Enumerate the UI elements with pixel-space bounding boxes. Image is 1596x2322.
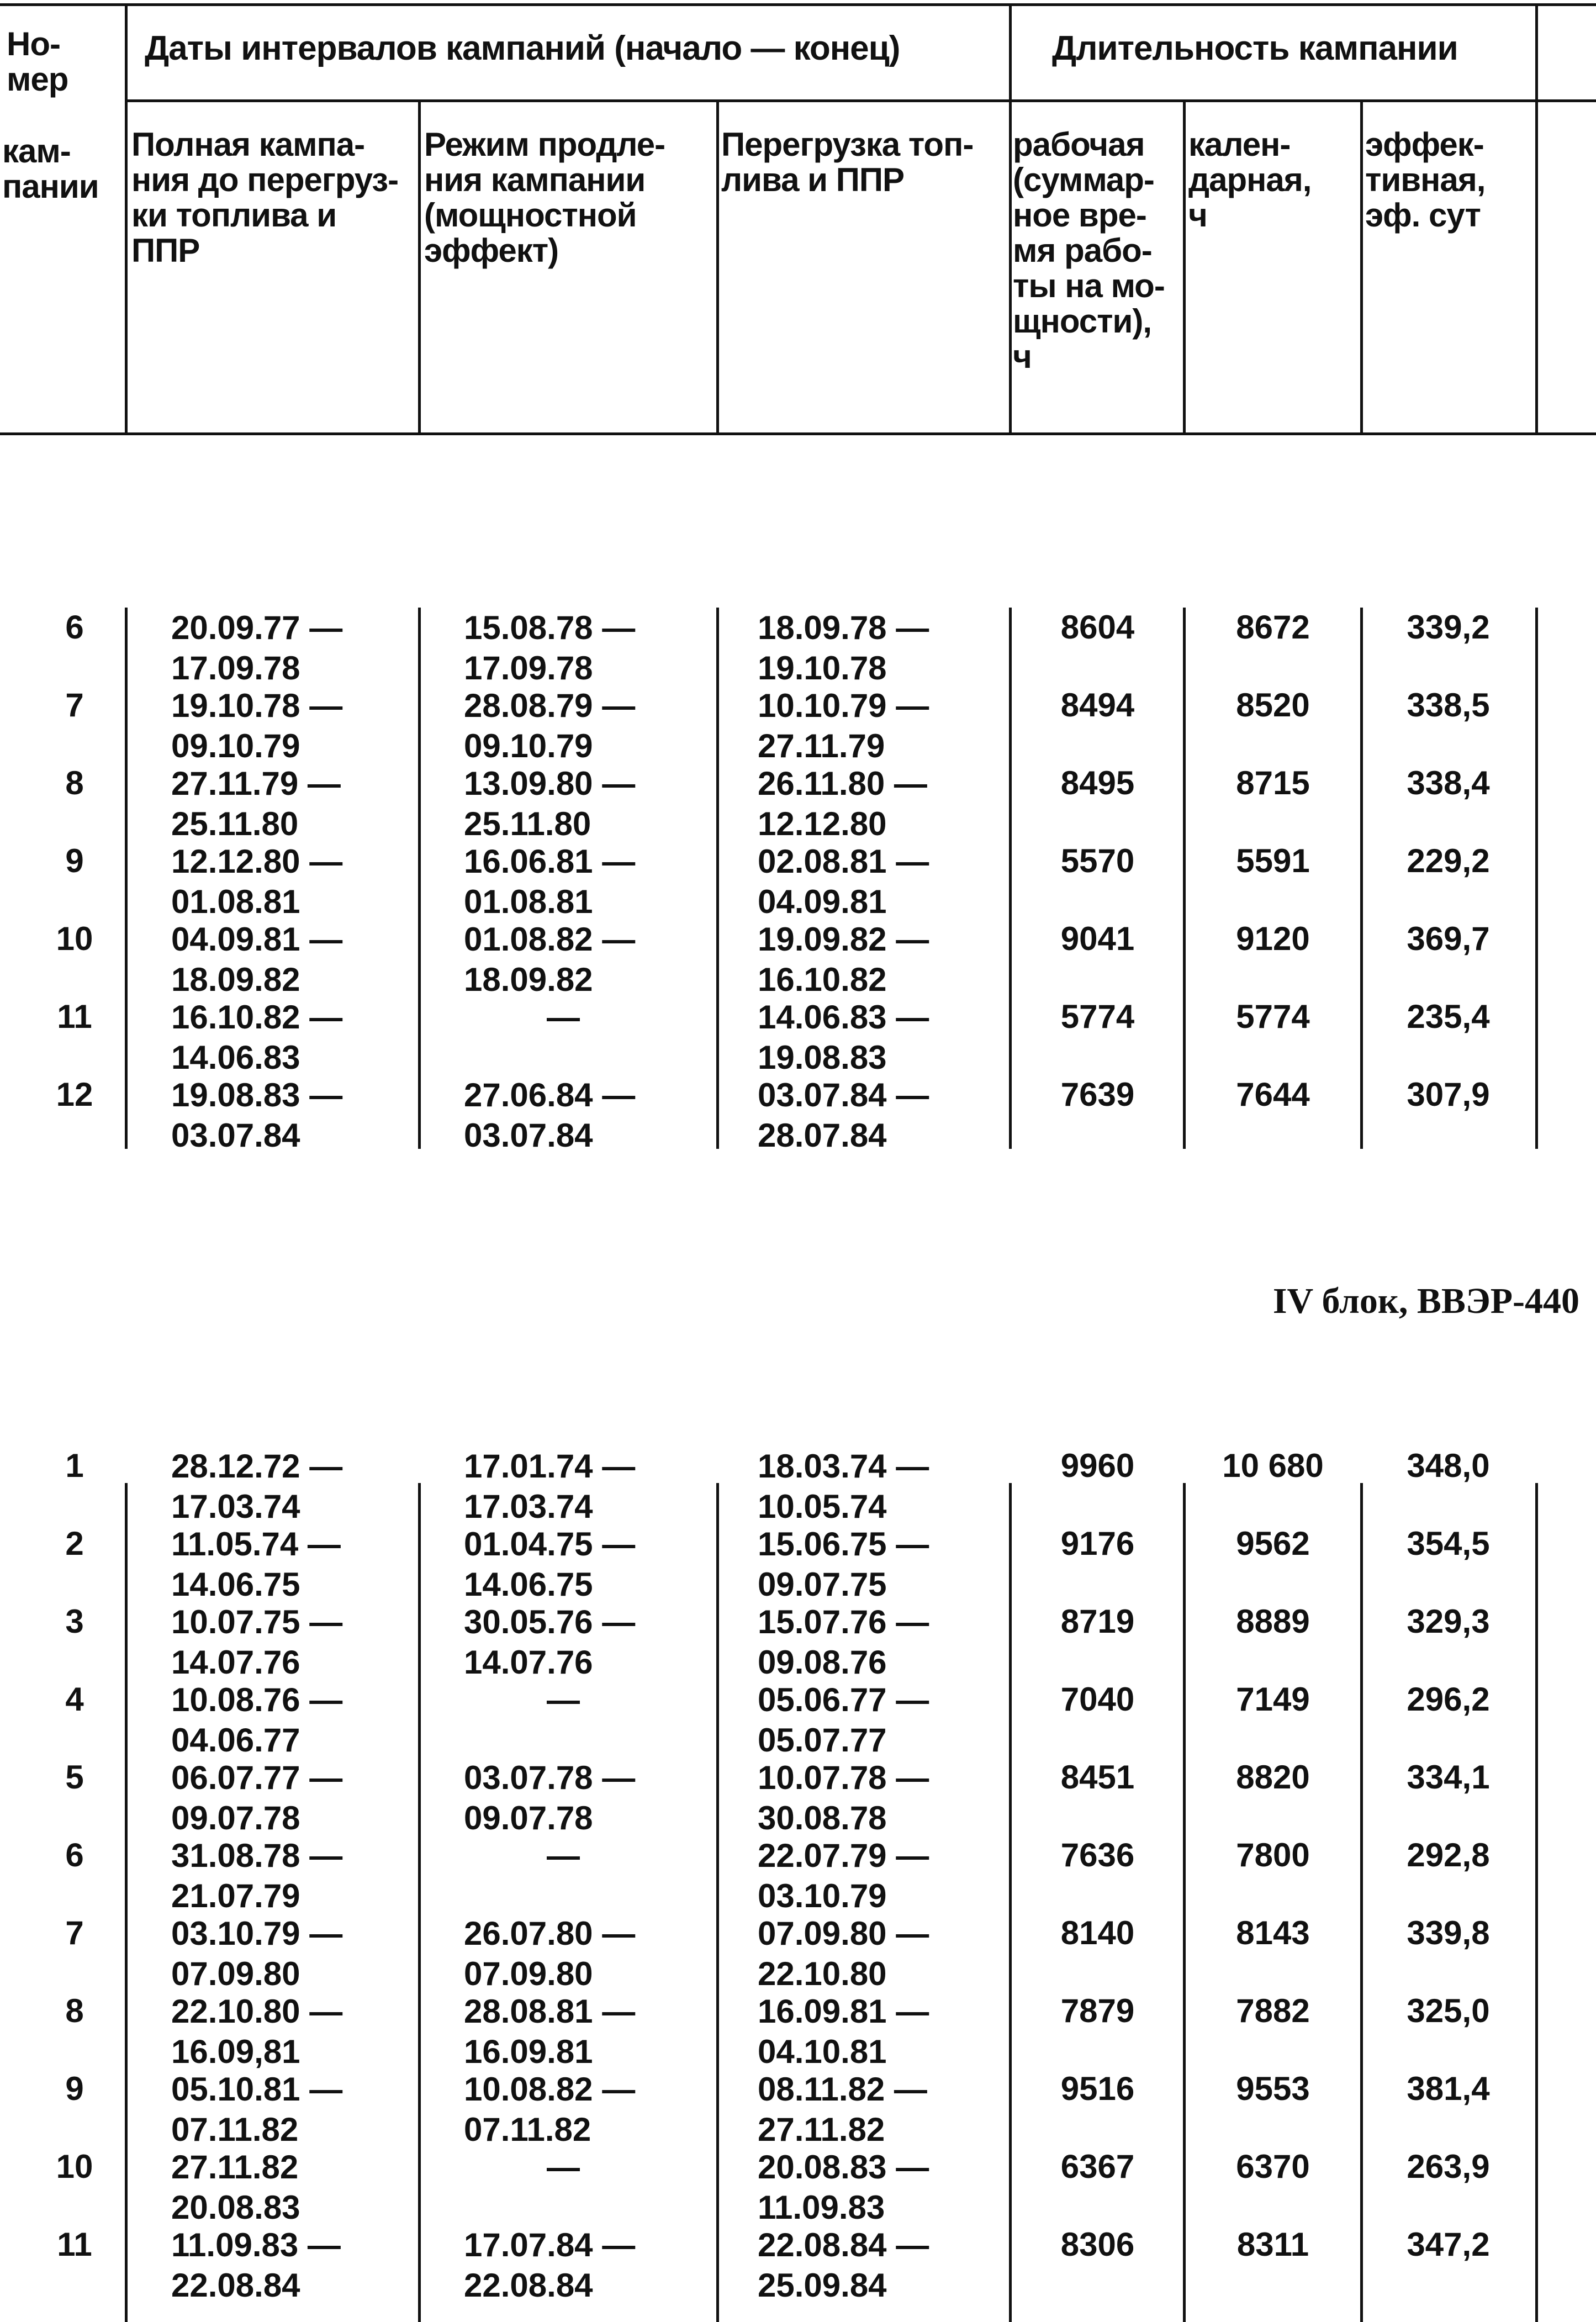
calendar-hours: 9120 xyxy=(1236,920,1310,957)
header-col-extension: Режим продле- ния кампании (мощностной эффект) xyxy=(424,126,665,269)
calendar-hours: 5774 xyxy=(1236,998,1310,1035)
working-hours: 8451 xyxy=(1060,1759,1135,1796)
effective-days: 354,5 xyxy=(1407,1525,1490,1562)
working-hours: 5774 xyxy=(1060,998,1135,1035)
effective-days: 329,3 xyxy=(1407,1603,1490,1640)
working-hours: 8719 xyxy=(1060,1603,1135,1640)
reload-dates: 15.06.75 — 09.07.75 xyxy=(758,1526,929,1603)
full-campaign-dates: 20.09.77 — 17.09.78 xyxy=(171,609,343,687)
full-campaign-dates: 27.11.82 20.08.83 xyxy=(171,2149,300,2226)
extension-dates: — xyxy=(547,2149,580,2186)
effective-days: 334,1 xyxy=(1407,1759,1490,1796)
calendar-hours: 7882 xyxy=(1236,1992,1310,2029)
working-hours: 7639 xyxy=(1060,1076,1135,1113)
reload-dates: 22.08.84 — 25.09.84 xyxy=(758,2226,929,2304)
working-hours: 8306 xyxy=(1060,2226,1135,2263)
campaign-number: 5 xyxy=(65,1759,84,1796)
campaign-number: 3 xyxy=(65,1603,84,1640)
working-hours: 7879 xyxy=(1060,1992,1135,2029)
working-hours: 7040 xyxy=(1060,1681,1135,1718)
campaign-number: 8 xyxy=(65,764,84,801)
full-campaign-dates: 10.07.75 — 14.07.76 xyxy=(171,1603,343,1681)
reload-dates: 18.03.74 — 10.05.74 xyxy=(758,1448,929,1525)
s1-vline-3 xyxy=(716,608,719,1149)
reload-dates: 22.07.79 — 03.10.79 xyxy=(758,1837,929,1914)
s1-vline-1 xyxy=(125,608,128,1149)
extension-dates: 27.06.84 — 03.07.84 xyxy=(464,1076,636,1154)
extension-dates: — xyxy=(547,1837,580,1874)
extension-dates: 30.05.76 — 14.07.76 xyxy=(464,1603,636,1681)
calendar-hours: 8889 xyxy=(1236,1603,1310,1640)
header-vline-1 xyxy=(125,3,128,435)
header-vline-5 xyxy=(1183,99,1186,435)
working-hours: 8604 xyxy=(1060,609,1135,646)
effective-days: 307,9 xyxy=(1407,1076,1490,1113)
extension-dates: — xyxy=(547,999,580,1036)
header-campaign-number-top: Но- мер xyxy=(7,25,68,98)
header-vline-2 xyxy=(418,99,421,435)
reload-dates: 26.11.80 — 12.12.80 xyxy=(758,765,927,842)
working-hours: 7636 xyxy=(1060,1837,1135,1874)
campaign-number: 12 xyxy=(56,1076,93,1113)
calendar-hours: 9562 xyxy=(1236,1525,1310,1562)
campaign-number: 7 xyxy=(65,687,84,724)
reload-dates: 02.08.81 — 04.09.81 xyxy=(758,843,929,920)
campaign-number: 7 xyxy=(65,1914,84,1951)
s2-vline-4 xyxy=(1009,1483,1012,2322)
working-hours: 9516 xyxy=(1060,2070,1135,2107)
full-campaign-dates: 28.12.72 — 17.03.74 xyxy=(171,1448,343,1525)
campaign-number: 1 xyxy=(65,1447,84,1484)
calendar-hours: 7644 xyxy=(1236,1076,1310,1113)
s2-vline-6 xyxy=(1360,1483,1363,2322)
header-col-calendar: кален- дарная, ч xyxy=(1188,126,1312,234)
calendar-hours: 8672 xyxy=(1236,609,1310,646)
section-caption: IV блок, ВВЭР-440 xyxy=(1272,1281,1579,1321)
effective-days: 296,2 xyxy=(1407,1681,1490,1718)
extension-dates: — xyxy=(547,1681,580,1718)
effective-days: 339,2 xyxy=(1407,609,1490,646)
reload-dates: 03.07.84 — 28.07.84 xyxy=(758,1076,929,1154)
extension-dates: 26.07.80 — 07.09.80 xyxy=(464,1915,636,1992)
s1-vline-2 xyxy=(418,608,421,1149)
s2-vline-7 xyxy=(1535,1483,1538,2322)
reload-dates: 07.09.80 — 22.10.80 xyxy=(758,1915,929,1992)
header-col-reload: Перегрузка топ- лива и ППР xyxy=(721,126,974,198)
header-duration-group: Длительность кампании xyxy=(1052,29,1458,67)
header-top-rule xyxy=(0,3,1596,6)
header-bottom-rule xyxy=(0,432,1596,435)
extension-dates: 03.07.78 — 09.07.78 xyxy=(464,1759,636,1837)
reload-dates: 16.09.81 — 04.10.81 xyxy=(758,1993,929,2070)
effective-days: 338,5 xyxy=(1407,687,1490,724)
reload-dates: 10.10.79 — 27.11.79 xyxy=(758,687,929,764)
calendar-hours: 10 680 xyxy=(1222,1447,1324,1484)
extension-dates: 28.08.79 — 09.10.79 xyxy=(464,687,636,764)
calendar-hours: 9553 xyxy=(1236,2070,1310,2107)
calendar-hours: 7800 xyxy=(1236,1837,1310,1874)
calendar-hours: 8311 xyxy=(1236,2226,1309,2263)
extension-dates: 15.08.78 — 17.09.78 xyxy=(464,609,636,687)
extension-dates: 17.01.74 — 17.03.74 xyxy=(464,1448,636,1525)
working-hours: 5570 xyxy=(1060,842,1135,879)
effective-days: 338,4 xyxy=(1407,764,1490,801)
extension-dates: 01.08.82 — 18.09.82 xyxy=(464,921,636,998)
campaign-number: 4 xyxy=(65,1681,84,1718)
reload-dates: 19.09.82 — 16.10.82 xyxy=(758,921,929,998)
calendar-hours: 5591 xyxy=(1236,842,1310,879)
header-vline-3 xyxy=(716,99,719,435)
campaign-number: 6 xyxy=(65,1837,84,1874)
campaign-number: 11 xyxy=(57,998,92,1035)
reload-dates: 18.09.78 — 19.10.78 xyxy=(758,609,929,687)
full-campaign-dates: 10.08.76 — 04.06.77 xyxy=(171,1681,343,1759)
working-hours: 8140 xyxy=(1060,1914,1135,1951)
effective-days: 348,0 xyxy=(1407,1447,1490,1484)
full-campaign-dates: 19.08.83 — 03.07.84 xyxy=(171,1076,343,1154)
effective-days: 369,7 xyxy=(1407,920,1490,957)
extension-dates: 10.08.82 — 07.11.82 xyxy=(464,2071,636,2148)
full-campaign-dates: 12.12.80 — 01.08.81 xyxy=(171,843,343,920)
reload-dates: 15.07.76 — 09.08.76 xyxy=(758,1603,929,1681)
effective-days: 229,2 xyxy=(1407,842,1490,879)
reload-dates: 14.06.83 — 19.08.83 xyxy=(758,999,929,1076)
campaign-number: 9 xyxy=(65,842,84,879)
extension-dates: 17.07.84 — 22.08.84 xyxy=(464,2226,636,2304)
campaign-number: 8 xyxy=(65,1992,84,2029)
effective-days: 292,8 xyxy=(1407,1837,1490,1874)
full-campaign-dates: 31.08.78 — 21.07.79 xyxy=(171,1837,343,1914)
extension-dates: 13.09.80 — 25.11.80 xyxy=(464,765,636,842)
full-campaign-dates: 16.10.82 — 14.06.83 xyxy=(171,999,343,1076)
campaign-number: 11 xyxy=(57,2226,92,2263)
reload-dates: 05.06.77 — 05.07.77 xyxy=(758,1681,929,1759)
campaign-number: 6 xyxy=(65,609,84,646)
calendar-hours: 8820 xyxy=(1236,1759,1310,1796)
effective-days: 339,8 xyxy=(1407,1914,1490,1951)
header-mid-rule xyxy=(125,99,1596,102)
full-campaign-dates: 11.09.83 — 22.08.84 xyxy=(171,2226,341,2304)
header-col-working-time: рабочая (суммар- ное вре- мя рабо- ты на мо- щности), ч xyxy=(1013,126,1165,375)
working-hours: 9041 xyxy=(1060,920,1135,957)
full-campaign-dates: 06.07.77 — 09.07.78 xyxy=(171,1759,343,1837)
full-campaign-dates: 19.10.78 — 09.10.79 xyxy=(171,687,343,764)
campaign-number: 9 xyxy=(65,2070,84,2107)
calendar-hours: 7149 xyxy=(1236,1681,1310,1718)
s2-vline-2 xyxy=(418,1483,421,2322)
working-hours: 9960 xyxy=(1060,1447,1135,1484)
s2-vline-1 xyxy=(125,1483,128,2322)
campaign-number: 2 xyxy=(65,1525,84,1562)
working-hours: 8494 xyxy=(1060,687,1135,724)
calendar-hours: 8715 xyxy=(1236,764,1310,801)
header-dates-group: Даты интервалов кампаний (начало — конец) xyxy=(145,29,900,67)
s2-vline-3 xyxy=(716,1483,719,2322)
campaign-number: 10 xyxy=(56,920,93,957)
effective-days: 235,4 xyxy=(1407,998,1490,1035)
reload-dates: 20.08.83 — 11.09.83 xyxy=(758,2149,929,2226)
working-hours: 8495 xyxy=(1060,764,1135,801)
header-col-full-campaign: Полная кампа- ния до перегруз- ки топлива и ППР xyxy=(131,126,399,269)
header-vline-7 xyxy=(1535,3,1538,435)
header-vline-4 xyxy=(1009,3,1012,435)
full-campaign-dates: 22.10.80 — 16.09,81 xyxy=(171,1993,343,2070)
calendar-hours: 8520 xyxy=(1236,687,1310,724)
full-campaign-dates: 04.09.81 — 18.09.82 xyxy=(171,921,343,998)
header-campaign-number-bottom: кам- пании xyxy=(2,133,99,205)
effective-days: 263,9 xyxy=(1407,2148,1490,2185)
s1-vline-5 xyxy=(1183,608,1186,1149)
header-col-effective: эффек- тивная, эф. сут xyxy=(1365,126,1486,234)
campaign-number: 10 xyxy=(56,2148,93,2185)
effective-days: 381,4 xyxy=(1407,2070,1490,2107)
reload-dates: 10.07.78 — 30.08.78 xyxy=(758,1759,929,1837)
full-campaign-dates: 05.10.81 — 07.11.82 xyxy=(171,2071,343,2148)
s1-vline-7 xyxy=(1535,608,1538,1149)
full-campaign-dates: 27.11.79 — 25.11.80 xyxy=(171,765,341,842)
full-campaign-dates: 03.10.79 — 07.09.80 xyxy=(171,1915,343,1992)
extension-dates: 28.08.81 — 16.09.81 xyxy=(464,1993,636,2070)
working-hours: 6367 xyxy=(1060,2148,1135,2185)
effective-days: 347,2 xyxy=(1407,2226,1490,2263)
working-hours: 9176 xyxy=(1060,1525,1135,1562)
header-vline-6 xyxy=(1360,99,1363,435)
calendar-hours: 8143 xyxy=(1236,1914,1310,1951)
s1-vline-6 xyxy=(1360,608,1363,1149)
extension-dates: 16.06.81 — 01.08.81 xyxy=(464,843,636,920)
effective-days: 325,0 xyxy=(1407,1992,1490,2029)
full-campaign-dates: 11.05.74 — 14.06.75 xyxy=(171,1526,341,1603)
reload-dates: 08.11.82 — 27.11.82 xyxy=(758,2071,927,2148)
s2-vline-5 xyxy=(1183,1483,1186,2322)
s1-vline-4 xyxy=(1009,608,1012,1149)
extension-dates: 01.04.75 — 14.06.75 xyxy=(464,1526,636,1603)
calendar-hours: 6370 xyxy=(1236,2148,1310,2185)
